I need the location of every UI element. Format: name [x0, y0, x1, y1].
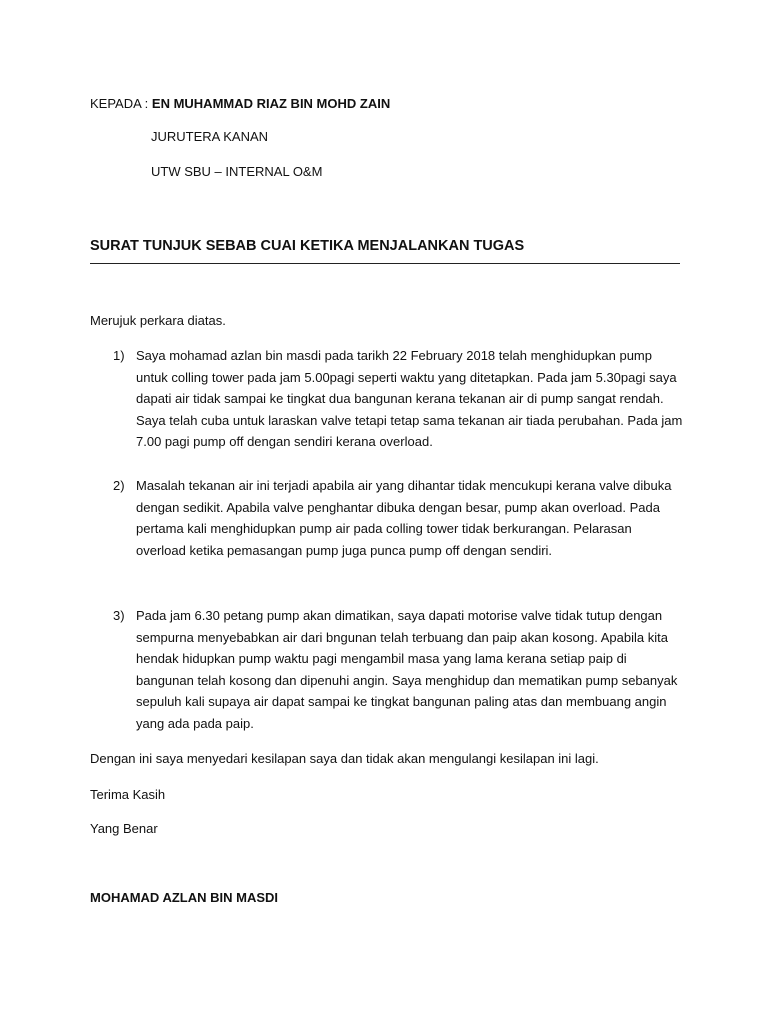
recipient-line [90, 96, 390, 112]
recipient-name: EN MUHAMMAD RIAZ BIN MOHD ZAIN [151, 96, 391, 111]
title-underline [90, 263, 680, 264]
signatory-name: MOHAMAD AZLAN BIN MASDI [90, 890, 278, 905]
recipient-label: KEPADA : [90, 96, 152, 111]
list-item-number: 1) [113, 348, 125, 363]
list-item-number: 3) [113, 608, 125, 623]
closing-line: Dengan ini saya menyedari kesilapan saya dan tidak akan mengulangi kesilapan ini lagi. [90, 751, 599, 766]
opening-line: Merujuk perkara diatas. [90, 313, 226, 328]
list-item-number: 2) [113, 478, 125, 493]
recipient-department: UTW SBU – INTERNAL O&M [151, 164, 323, 179]
list-item-text: Pada jam 6.30 petang pump akan dimatikan, saya dapati motorise valve tidak tutup dengan sempurna menyebabkan air dari bngunan telah terbuang dan paip akan kosong. Apabila kita hendak hidupkan pump waktu pagi mengambil masa yang lama kerana setiap paip di bangunan telah kosong dan dipenuhi angin. Saya menghidup dan mematikan pump sebanyak sepuluh kali supaya air dapat sampai ke tingkat bangunan paling atas dan membuang angin yang ada pada paip. [136, 608, 678, 731]
list-item-text: Saya mohamad azlan bin masdi pada tarikh 22 February 2018 telah menghidupkan pump untuk colling tower pada jam 5.00pagi seperti waktu yang ditetapkan. Pada jam 5.30pagi saya dapati air tidak sampai ke tingkat dua bangunan kerana tekanan air di pump sangat rendah. Saya telah cuba untuk laraskan valve tetapi tetap sama tekanan air tiada perubahan. Pada jam 7.00 pagi pump off dengan sendiri kerana overload. [136, 348, 683, 450]
sign-off-line: Yang Benar [90, 821, 158, 836]
recipient-position: JURUTERA KANAN [151, 129, 269, 144]
thanks-line: Terima Kasih [90, 787, 166, 802]
list-item-text: Masalah tekanan air ini terjadi apabila air yang dihantar tidak mencukupi kerana valve dibuka dengan sedikit. Apabila valve penghantar dibuka dengan besar, pump akan overload. Pada pertama kali menghidupkan pump air pada colling tower tidak berkurangan. Pelarasan overload ketika pemasangan pump juga punca pump off dengan sendiri. [136, 478, 672, 558]
letter-title: SURAT TUNJUK SEBAB CUAI KETIKA MENJALANKAN TUGAS [90, 238, 525, 254]
